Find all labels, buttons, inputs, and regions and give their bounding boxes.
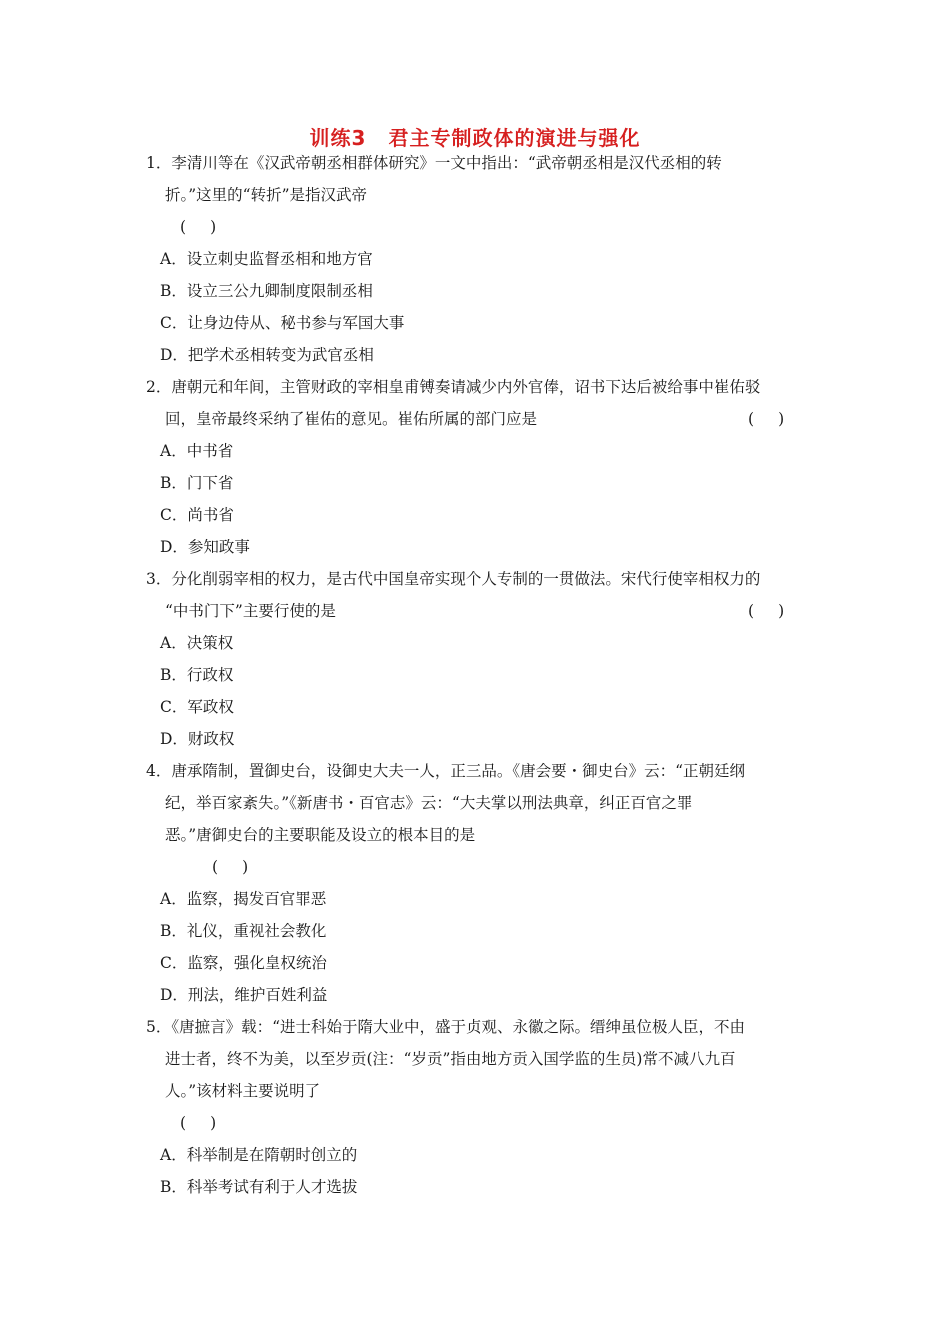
question-4-line-1: 4．唐承隋制，置御史台，设御史大夫一人，正三品。《唐会要・御史台》云：“正朝廷纲 <box>146 762 746 780</box>
question-4-option-d: D．刑法，维护百姓利益 <box>160 986 328 1004</box>
question-1-line-2: 折。”这里的“转折”是指汉武帝 <box>165 186 368 204</box>
question-4-option-c: C．监察，强化皇权统治 <box>160 954 327 972</box>
question-4-option-b: B．礼仪，重视社会教化 <box>160 922 327 940</box>
question-2-option-d: D．参知政事 <box>160 538 250 556</box>
question-5-option-a: A．科举制是在隋朝时创立的 <box>160 1146 358 1164</box>
question-1-answer-paren: ( ) <box>180 218 217 236</box>
question-3-answer-paren: ( ) <box>748 602 785 620</box>
question-2-line-1: 2．唐朝元和年间，主管财政的宰相皇甫镈奏请减少内外官俸，诏书下达后被给事中崔佑驳 <box>146 378 761 396</box>
question-1-option-c: C．让身边侍从、秘书参与军国大事 <box>160 314 405 332</box>
question-1-option-d: D．把学术丞相转变为武官丞相 <box>160 346 374 364</box>
question-2-answer-paren: ( ) <box>748 410 785 428</box>
question-2-option-c: C．尚书省 <box>160 506 234 524</box>
question-5-line-1: 5．《唐摭言》载：“进士科始于隋大业中，盛于贞观、永徽之际。缙绅虽位极人臣，不由 <box>146 1018 746 1036</box>
page-title <box>0 122 950 151</box>
title-number: 训练3 <box>309 126 367 150</box>
question-3-option-c: C．军政权 <box>160 698 234 716</box>
question-1-line-1: 1．李清川等在《汉武帝朝丞相群体研究》一文中指出：“武帝朝丞相是汉代丞相的转 <box>146 154 722 172</box>
question-3-line-2: “中书门下”主要行使的是 <box>165 602 336 620</box>
question-5-option-b: B．科举考试有利于人才选拔 <box>160 1178 358 1196</box>
question-3-line-1: 3．分化削弱宰相的权力，是古代中国皇帝实现个人专制的一贯做法。宋代行使宰相权力的 <box>146 570 761 588</box>
title-text: 君主专制政体的演进与强化 <box>388 126 641 150</box>
question-5-line-3: 人。”该材料主要说明了 <box>165 1082 321 1100</box>
question-2-option-b: B．门下省 <box>160 474 234 492</box>
question-3-option-a: A．决策权 <box>160 634 234 652</box>
question-4-option-a: A．监察，揭发百官罪恶 <box>160 890 327 908</box>
question-2-option-a: A．中书省 <box>160 442 234 460</box>
question-4-answer-paren: ( ) <box>212 858 249 876</box>
question-1-option-b: B．设立三公九卿制度限制丞相 <box>160 282 373 300</box>
question-2-line-2: 回，皇帝最终采纳了崔佑的意见。崔佑所属的部门应是 <box>165 410 538 428</box>
question-4-line-3: 恶。”唐御史台的主要职能及设立的根本目的是 <box>165 826 476 844</box>
question-5-line-2: 进士者，终不为美，以至岁贡(注：“岁贡”指由地方贡入国学监的生员)常不减八九百 <box>165 1050 736 1068</box>
question-3-option-d: D．财政权 <box>160 730 235 748</box>
question-3-option-b: B．行政权 <box>160 666 234 684</box>
question-5-answer-paren: ( ) <box>180 1114 217 1132</box>
question-4-line-2: 纪，举百家紊失。”《新唐书・百官志》云：“大夫掌以刑法典章，纠正百官之罪 <box>165 794 693 812</box>
question-1-option-a: A．设立刺史监督丞相和地方官 <box>160 250 373 268</box>
